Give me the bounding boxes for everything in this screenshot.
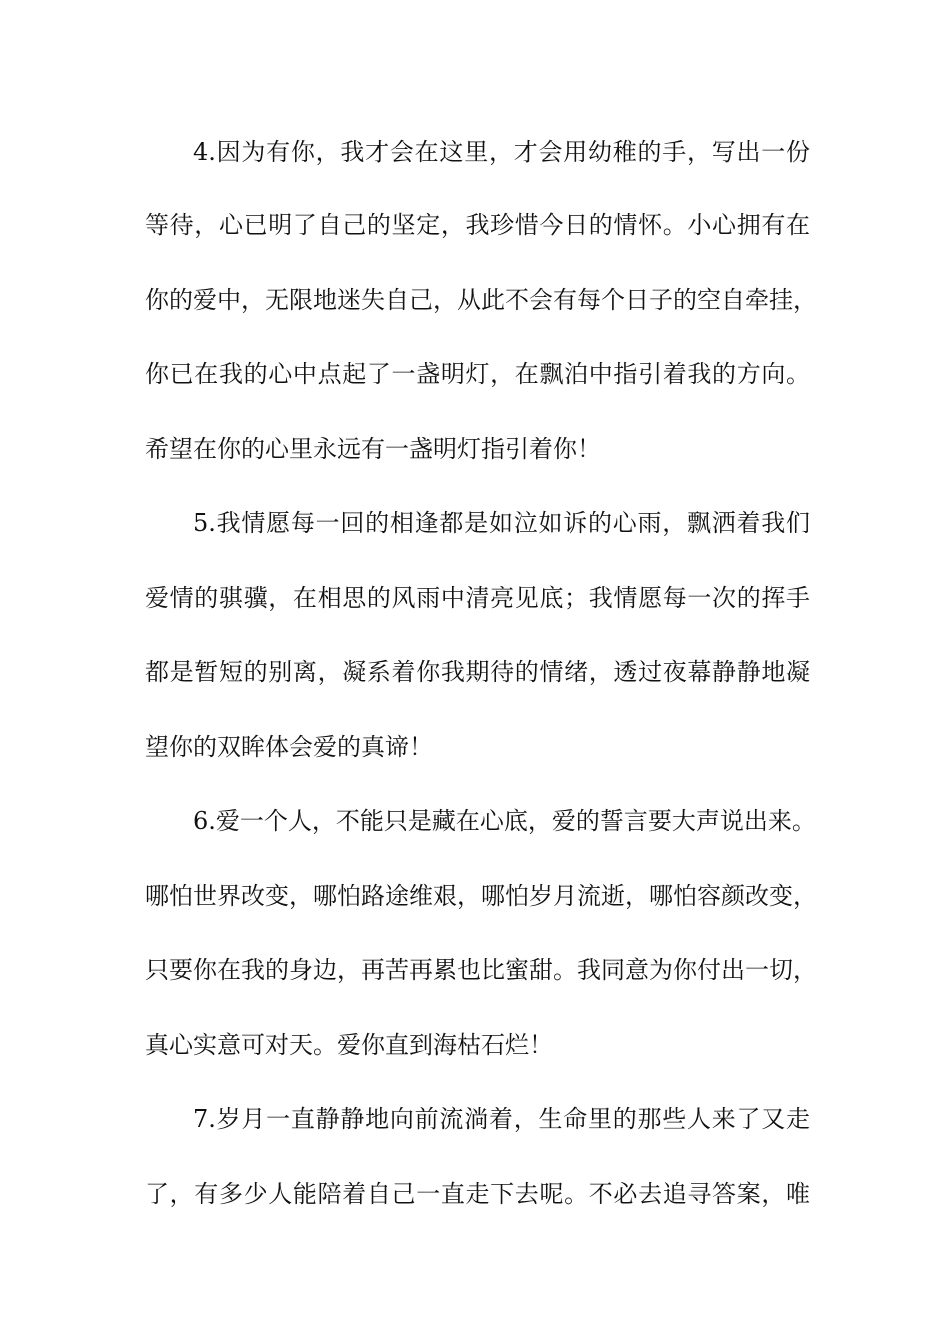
paragraph-4-line-5: 希望在你的心里永远有一盏明灯指引着你！ bbox=[145, 435, 601, 463]
paragraph-6-line-1: 6.爱一个人，不能只是藏在心底，爱的誓言要大声说出来。 bbox=[193, 807, 816, 835]
paragraph-6-line-4: 真心实意可对天。爱你直到海枯石烂！ bbox=[145, 1031, 553, 1059]
paragraph-5-line-4: 望你的双眸体会爱的真谛！ bbox=[145, 733, 433, 761]
paragraph-7-line-1: 7.岁月一直静静地向前流淌着，生命里的那些人来了又走 bbox=[193, 1105, 810, 1133]
paragraph-6-line-3: 只要你在我的身边，再苦再累也比蜜甜。我同意为你付出一切， bbox=[145, 956, 817, 984]
paragraph-4-line-4: 你已在我的心中点起了一盏明灯，在飘泊中指引着我的方向。 bbox=[145, 360, 810, 388]
paragraph-4-line-2: 等待，心已明了自己的坚定，我珍惜今日的情怀。小心拥有在 bbox=[145, 211, 810, 239]
paragraph-5-line-2: 爱情的骐骥，在相思的风雨中清亮见底；我情愿每一次的挥手 bbox=[145, 584, 810, 612]
paragraph-7-line-2: 了，有多少人能陪着自己一直走下去呢。不必去追寻答案，唯 bbox=[145, 1180, 810, 1208]
paragraph-4-line-1: 4.因为有你，我才会在这里，才会用幼稚的手，写出一份 bbox=[193, 138, 810, 166]
paragraph-4-line-3: 你的爱中，无限地迷失自己，从此不会有每个日子的空自牵挂， bbox=[145, 286, 817, 314]
paragraph-6-line-2: 哪怕世界改变，哪怕路途维艰，哪怕岁月流逝，哪怕容颜改变， bbox=[145, 882, 817, 910]
paragraph-5-line-1: 5.我情愿每一回的相逢都是如泣如诉的心雨，飘洒着我们 bbox=[193, 509, 810, 537]
paragraph-5-line-3: 都是暂短的别离，凝系着你我期待的情绪，透过夜幕静静地凝 bbox=[145, 658, 810, 686]
